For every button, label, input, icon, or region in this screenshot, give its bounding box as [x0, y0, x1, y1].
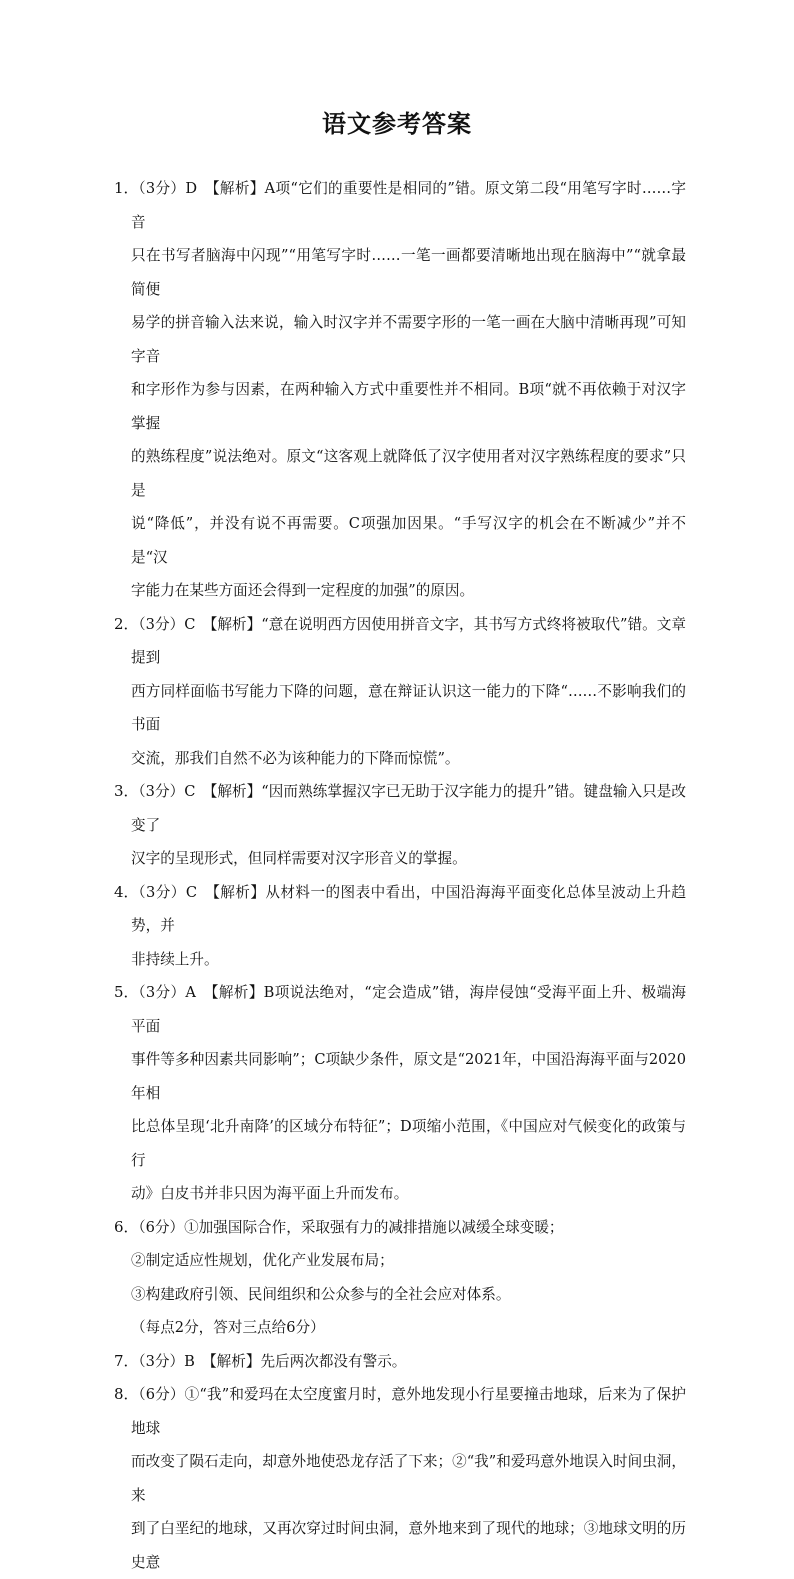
answer-line: （3分）C 【解析】“因而熟练掌握汉字已无助于汉字能力的提升”错。键盘输入只是改变了 — [131, 783, 686, 834]
answer-line: （6分）①加强国际合作，采取强有力的减排措施以减缓全球变暖； — [131, 1218, 564, 1236]
answer-line: （3分）A 【解析】B项说法绝对，“定会造成”错，海岸侵蚀“受海平面上升、极端海平面 — [131, 984, 686, 1035]
answer-text — [131, 1378, 686, 1579]
answer-item — [114, 876, 686, 977]
answer-line: 而改变了陨石走向，却意外地使恐龙存活了下来；②“我”和爱玛意外地误入时间虫洞，来 — [131, 1453, 686, 1504]
answer-line: 只在书写者脑海中闪现”“用笔写字时……一笔一画都要清晰地出现在脑海中”“就拿最简便 — [131, 247, 686, 298]
answer-line: （每点2分，答对三点给6分） — [131, 1319, 325, 1336]
answer-text — [131, 608, 686, 776]
answer-item — [114, 976, 686, 1211]
answer-text — [131, 976, 686, 1211]
answer-line: 比总体呈现‘北升南降’的区域分布特征”；D项缩小范围，《中国应对气候变化的政策与行 — [131, 1118, 686, 1169]
answer-line: 动》白皮书并非只因为海平面上升而发布。 — [131, 1185, 409, 1202]
answer-item — [114, 172, 686, 608]
answer-line: （3分）D 【解析】A项“它们的重要性是相同的”错。原文第二段“用笔写字时……字音 — [131, 180, 686, 231]
answer-text — [131, 172, 686, 608]
answer-text — [131, 1211, 686, 1345]
answer-line: 说“降低”，并没有说不再需要。C项强加因果。“手写汉字的机会在不断减少”并不是“汉 — [131, 515, 686, 566]
answer-line: （6分）①“我”和爱玛在太空度蜜月时，意外地发现小行星要撞击地球，后来为了保护地球 — [131, 1386, 686, 1437]
answer-line: （3分）C 【解析】“意在说明西方因使用拼音文字，其书写方式终将被取代”错。文章提到 — [131, 615, 686, 666]
answer-text — [131, 1345, 686, 1379]
answer-item — [114, 1378, 686, 1579]
answer-line: 交流，那我们自然不必为该种能力的下降而惊慌”。 — [131, 749, 460, 767]
answer-list — [114, 172, 686, 1579]
answer-text — [131, 876, 686, 977]
answer-line: 和字形作为参与因素，在两种输入方式中重要性并不相同。B项“就不再依赖于对汉字掌握 — [131, 381, 686, 432]
answer-line: 西方同样面临书写能力下降的问题，意在辩证认识这一能力的下降“……不影响我们的书面 — [131, 682, 686, 733]
answer-item — [114, 608, 686, 776]
answer-line: （3分）B 【解析】先后两次都没有警示。 — [131, 1352, 407, 1370]
answer-number: 6． — [114, 1217, 139, 1236]
answer-line: ③构建政府引领、民间组织和公众参与的全社会应对体系。 — [131, 1285, 511, 1303]
answer-item — [114, 775, 686, 876]
answer-number: 8． — [114, 1385, 139, 1403]
answer-line: 易学的拼音输入法来说，输入时汉字并不需要字形的一笔一画在大脑中清晰再现”可知字音 — [131, 314, 686, 365]
answer-line: 汉字的呈现形式，但同样需要对汉字形音义的掌握。 — [131, 850, 467, 867]
answer-number: 4． — [114, 882, 139, 901]
answer-item — [114, 1345, 686, 1379]
answer-text — [131, 775, 686, 876]
answer-number: 3． — [114, 782, 139, 800]
answer-line: 到了白垩纪的地球，又再次穿过时间虫洞，意外地来到了现代的地球；③地球文明的历史意 — [131, 1520, 686, 1571]
answer-number: 1． — [114, 179, 139, 197]
answer-line: ②制定适应性规划，优化产业发展布局； — [131, 1252, 394, 1269]
answer-number: 5． — [114, 983, 139, 1001]
answer-line: 字能力在某些方面还会得到一定程度的加强”的原因。 — [131, 582, 475, 599]
answer-line: 非持续上升。 — [131, 950, 219, 968]
answer-item — [114, 1211, 686, 1345]
answer-number: 2． — [114, 614, 139, 633]
answer-line: 事件等多种因素共同影响”；C项缺少条件，原文是“2021年，中国沿海海平面与2020年相 — [131, 1051, 686, 1102]
answer-line: 的熟练程度”说法绝对。原文“这客观上就降低了汉字使用者对汉字熟练程度的要求”只是 — [131, 448, 686, 499]
page-title: 语文参考答案 — [322, 109, 472, 138]
answer-line: （3分）C 【解析】从材料一的图表中看出，中国沿海海平面变化总体呈波动上升趋势，并 — [131, 883, 686, 934]
answer-number: 7． — [114, 1351, 139, 1370]
